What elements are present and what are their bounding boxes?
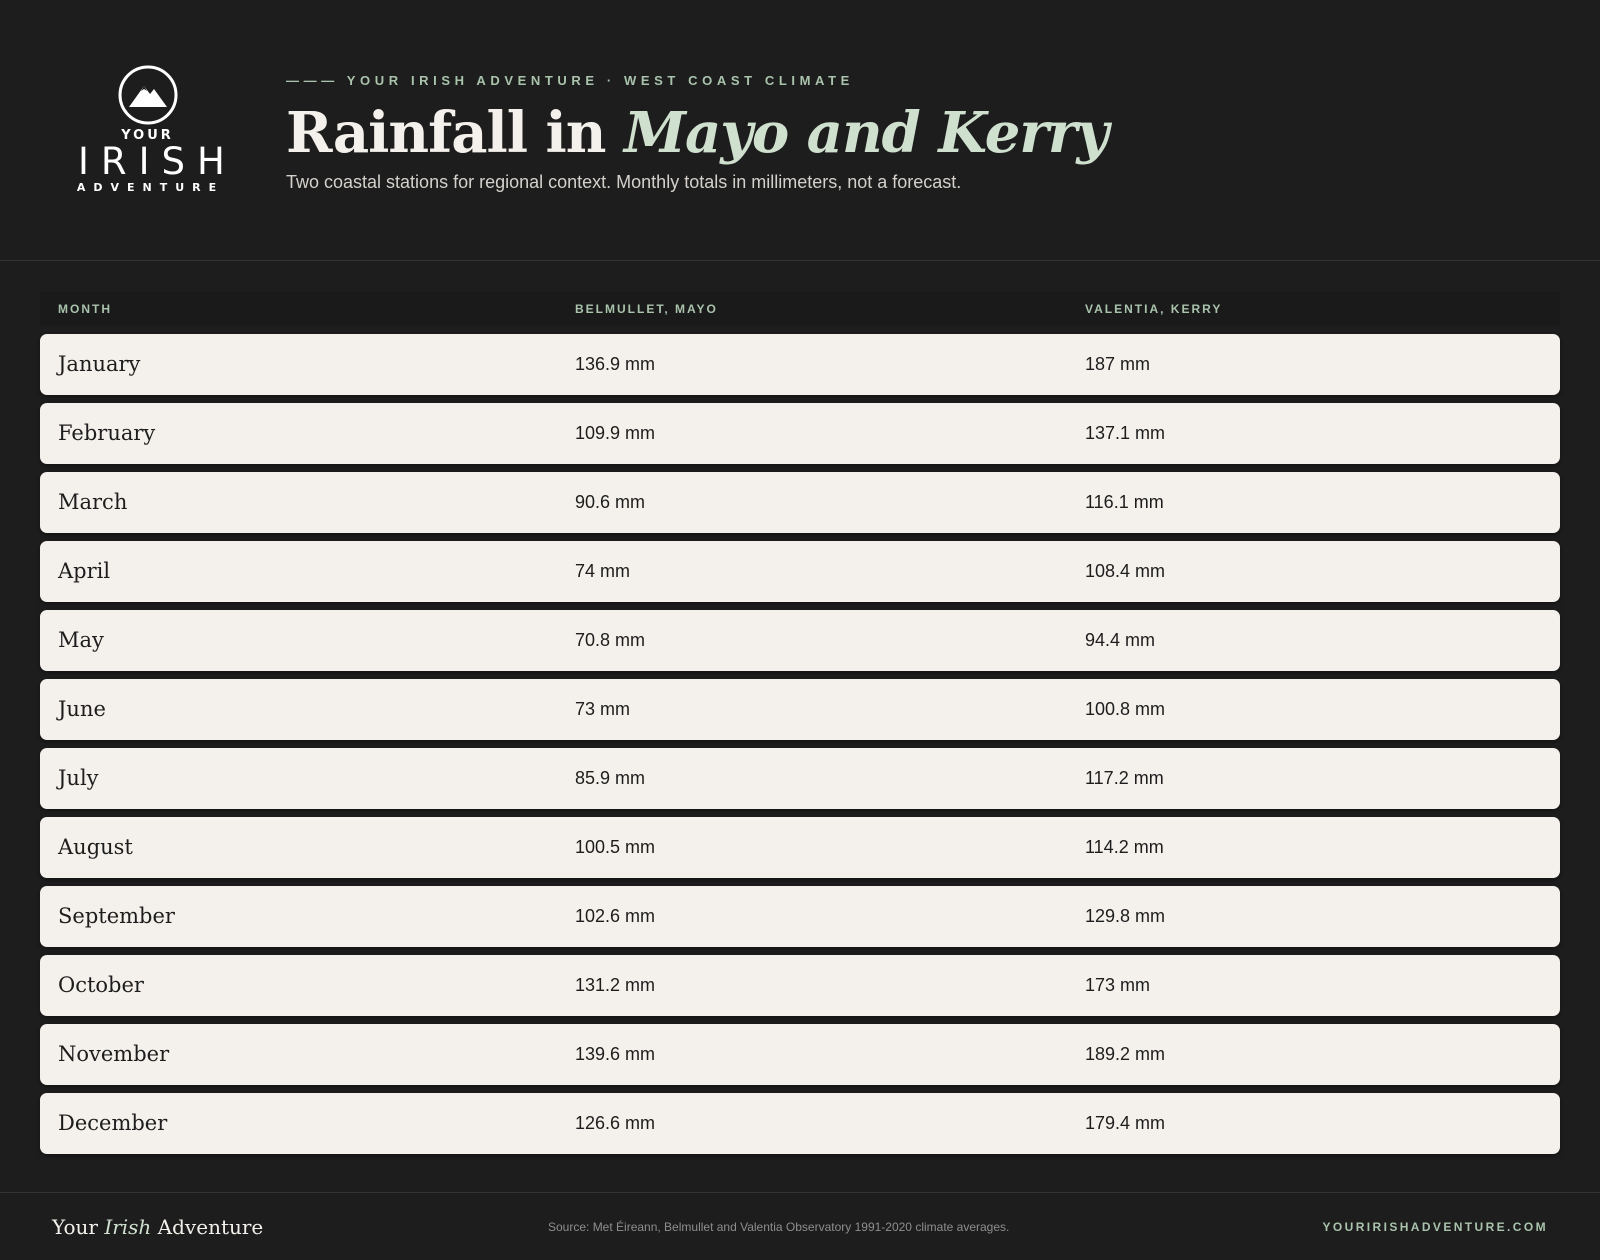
belmullet-value-cell: 70.8 mm (575, 630, 646, 650)
valentia-value-cell: 129.8 mm (1085, 906, 1166, 926)
table-row (40, 403, 1560, 464)
valentia-value-cell: 189.2 mm (1085, 1044, 1166, 1064)
month-cell: August (58, 835, 133, 859)
page-header (0, 0, 1600, 261)
valentia-value-cell: 116.1 mm (1085, 492, 1164, 512)
belmullet-value-cell: 74 mm (575, 561, 631, 581)
belmullet-value-cell: 139.6 mm (575, 1044, 656, 1064)
website-link[interactable]: YOURIRISHADVENTURE.COM (1322, 1220, 1548, 1234)
belmullet-value-cell: 136.9 mm (575, 354, 656, 374)
belmullet-value-cell: 109.9 mm (575, 423, 656, 443)
month-cell: October (58, 973, 144, 997)
table-row (40, 886, 1560, 947)
brand-logo[interactable] (70, 64, 237, 199)
belmullet-value-cell: 131.2 mm (575, 975, 656, 995)
valentia-value-cell: 179.4 mm (1085, 1113, 1166, 1133)
belmullet-value-cell: 126.6 mm (575, 1113, 656, 1133)
rainfall-table-body (40, 334, 1560, 1162)
page-title (286, 98, 1108, 168)
valentia-value-cell: 137.1 mm (1085, 423, 1166, 443)
belmullet-value-cell: 100.5 mm (575, 837, 656, 857)
footer-brand[interactable] (52, 1215, 263, 1239)
table-row (40, 610, 1560, 671)
valentia-value-cell: 94.4 mm (1085, 630, 1156, 650)
column-header-month: MONTH (58, 302, 112, 316)
valentia-value-cell: 187 mm (1085, 354, 1151, 374)
source-note: Source: Met Éireann, Belmullet and Valentia Observatory 1991-2020 climate averages. (548, 1220, 1010, 1234)
valentia-value-cell: 108.4 mm (1085, 561, 1166, 581)
month-cell: November (58, 1042, 170, 1066)
table-row (40, 817, 1560, 878)
month-cell: February (58, 421, 156, 445)
title-accent: Mayo and Kerry (624, 100, 1108, 166)
table-row (40, 1093, 1560, 1154)
valentia-value-cell: 117.2 mm (1085, 768, 1164, 788)
month-cell: June (58, 697, 106, 721)
logo-text-adventure: ADVENTURE (76, 181, 225, 194)
table-row (40, 748, 1560, 809)
belmullet-value-cell: 85.9 mm (575, 768, 646, 788)
title-plain: Rainfall in (286, 100, 624, 166)
table-row (40, 679, 1560, 740)
belmullet-value-cell: 73 mm (575, 699, 631, 719)
month-cell: January (58, 352, 141, 376)
eyebrow-label: ——— YOUR IRISH ADVENTURE · WEST COAST CLIMATE (286, 73, 854, 88)
table-header (40, 292, 1560, 326)
column-header-belmullet: BELMULLET, MAYO (575, 302, 718, 316)
valentia-value-cell: 173 mm (1085, 975, 1151, 995)
month-cell: July (58, 766, 99, 790)
table-row (40, 541, 1560, 602)
footer-brand-accent: Irish (104, 1215, 152, 1239)
month-cell: March (58, 490, 128, 514)
valentia-value-cell: 100.8 mm (1085, 699, 1166, 719)
month-cell: September (58, 904, 175, 928)
table-row (40, 334, 1560, 395)
table-row (40, 1024, 1560, 1085)
valentia-value-cell: 114.2 mm (1085, 837, 1164, 857)
month-cell: December (58, 1111, 168, 1135)
table-row (40, 472, 1560, 533)
month-cell: May (58, 628, 104, 652)
column-header-valentia: VALENTIA, KERRY (1085, 302, 1223, 316)
logo-text-your: YOUR (121, 128, 174, 143)
footer-brand-pre: Your (52, 1215, 105, 1239)
logo-text-irish: IRISH (78, 140, 237, 183)
belmullet-value-cell: 102.6 mm (575, 906, 656, 926)
month-cell: April (58, 559, 111, 583)
belmullet-value-cell: 90.6 mm (575, 492, 646, 512)
mountain-circle-icon (117, 64, 179, 126)
page-footer (0, 1192, 1600, 1260)
page-subtitle: Two coastal stations for regional context. Monthly totals in millimeters, not a forecast. (286, 172, 962, 192)
table-row (40, 955, 1560, 1016)
footer-brand-post: Adventure (151, 1215, 264, 1239)
